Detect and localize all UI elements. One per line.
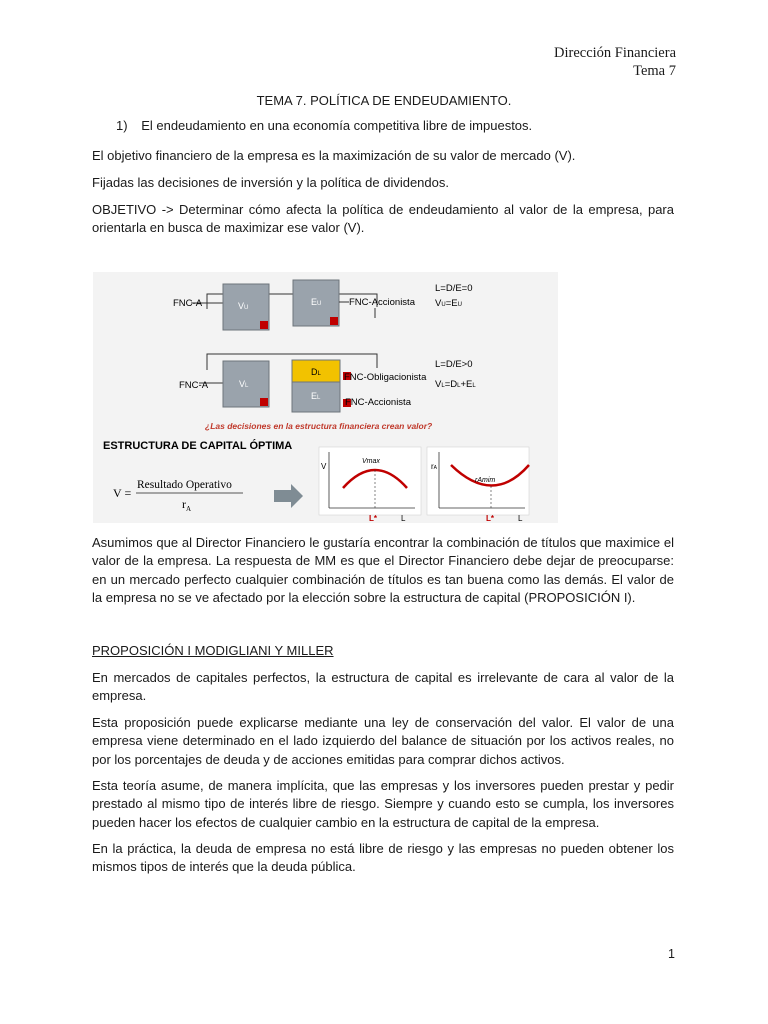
eu-marker bbox=[330, 317, 338, 325]
chart2-optimum-label: L* bbox=[486, 514, 494, 523]
value-eq-1: VU=EU bbox=[435, 298, 462, 309]
vu-marker bbox=[260, 321, 268, 329]
header-course: Dirección Financiera bbox=[554, 45, 676, 61]
paragraph-conservation: Esta proposición puede explicarse mediante una ley de conservación del valor. El valor de una empresa viene determinado en el lado izquierdo del balance de situación por los activos reales, no por los porcentajes de deuda y de acciones emitidas para comprar dichos activos. bbox=[92, 715, 674, 767]
arrow-icon bbox=[274, 484, 303, 508]
header-topic: Tema 7 bbox=[633, 63, 676, 79]
chart1-optimum-label: L* bbox=[369, 514, 377, 523]
section-heading: PROPOSICIÓN I MODIGLIANI Y MILLER bbox=[92, 643, 334, 658]
running-header bbox=[554, 44, 676, 80]
numbered-list-item bbox=[116, 118, 532, 133]
vu-label: VU bbox=[238, 301, 249, 311]
capital-structure-figure bbox=[93, 272, 558, 523]
value-vs-leverage-chart bbox=[319, 447, 421, 523]
optimal-structure-heading: ESTRUCTURA DE CAPITAL ÓPTIMA bbox=[103, 440, 293, 452]
paragraph-practice: En la práctica, la deuda de empresa no está libre de riesgo y las empresas no pueden obtener los mismos tipos de interés que la deuda pública. bbox=[92, 841, 674, 875]
paragraph-irrelevance: En mercados de capitales perfectos, la estructura de capital es irrelevante de cara al valor de la empresa. bbox=[92, 670, 674, 704]
document-title: TEMA 7. POLÍTICA DE ENDEUDAMIENTO. bbox=[256, 93, 512, 108]
chart1-xlabel: L bbox=[401, 514, 406, 523]
paragraph-objective: El objetivo financiero de la empresa es la maximización de su valor de mercado (V). bbox=[92, 148, 576, 163]
paragraph-decisions: Fijadas las decisiones de inversión y la política de dividendos. bbox=[92, 175, 449, 190]
chart1-curve-label: Vmax bbox=[362, 458, 380, 465]
paragraph-goal: OBJETIVO -> Determinar cómo afecta la política de endeudamiento al valor de la empresa, para orientarla en busca de maximizar ese valor (V). bbox=[92, 202, 674, 236]
unlevered-row bbox=[173, 280, 473, 330]
fnc-accionista-label-2: FNC-Accionista bbox=[345, 397, 411, 408]
question-caption: ¿Las decisiones en la estructura financiera crean valor? bbox=[205, 421, 433, 431]
fnc-accionista-label-1: FNC-Accionista bbox=[349, 297, 415, 308]
formula-denominator: $r_A$ bbox=[182, 497, 192, 513]
paragraph-assumption: Esta teoría asume, de manera implícita, que las empresas y los inversores pueden prestar y pedir prestado al mismo tipo de interés libre de riesgo. Siempre y cuando esto se cumpla, los inversores pueden hacer los efectos de cualquier cambio en la estructura de capital de la empresa. bbox=[92, 778, 674, 830]
fnc-a-label: FNC-A bbox=[173, 298, 203, 309]
vl-label: VL bbox=[239, 379, 249, 389]
eu-label: EU bbox=[311, 297, 322, 307]
page-number: 1 bbox=[668, 947, 675, 961]
chart2-xlabel: L bbox=[518, 514, 523, 523]
value-formula bbox=[113, 479, 243, 513]
leverage-eq-2: L=D/E>0 bbox=[435, 359, 473, 370]
chart1-ylabel: V bbox=[321, 462, 327, 471]
levered-row bbox=[179, 354, 476, 412]
leverage-eq-1: L=D/E=0 bbox=[435, 283, 473, 294]
list-number: 1) bbox=[116, 118, 128, 133]
chart2-ylabel: rA bbox=[431, 462, 438, 471]
el-label: EL bbox=[311, 391, 321, 401]
chart2-curve-label: rAmim bbox=[475, 477, 496, 484]
value-eq-2: VL=DL+EL bbox=[435, 379, 476, 390]
fnc-obligacionista-label: FNC-Obligacionista bbox=[344, 372, 427, 383]
formula-numerator: Resultado Operativo bbox=[137, 479, 232, 491]
cost-vs-leverage-chart bbox=[427, 447, 529, 523]
list-text: El endeudamiento en una economía competitiva libre de impuestos. bbox=[141, 118, 533, 133]
dl-label: DL bbox=[311, 367, 321, 377]
vl-marker bbox=[260, 398, 268, 406]
paragraph-mm-answer: Asumimos que al Director Financiero le gustaría encontrar la combinación de títulos que maximice el valor de la empresa. La respuesta de MM es que el Director Financiero debe dejar de preocuparse: en un mercado perfecto cualquier combinación de títulos es tan buena como las demás. El valor de la empresa no se ve afectado por la elección sobre la estructura de capital (PROPOSICIÓN I). bbox=[92, 535, 674, 606]
formula-lhs: V = bbox=[113, 486, 132, 500]
fnc-a-label-2: FNC-A bbox=[179, 380, 209, 391]
